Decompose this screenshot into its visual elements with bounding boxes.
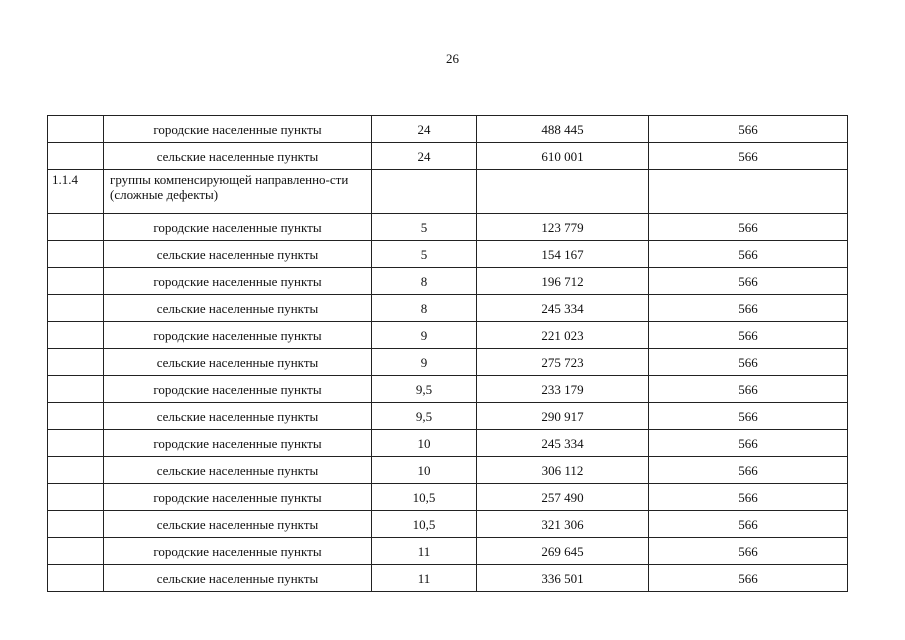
row-number-cell [48, 403, 104, 430]
settlement-type-cell: городские населенные пункты [104, 484, 372, 511]
value-cell: 566 [649, 268, 848, 295]
section-number-cell: 1.1.4 [48, 170, 104, 214]
amount-cell: 245 334 [477, 295, 649, 322]
value-cell: 566 [649, 241, 848, 268]
value-cell: 566 [649, 511, 848, 538]
row-number-cell [48, 511, 104, 538]
settlement-type-cell: сельские населенные пункты [104, 241, 372, 268]
table-row [48, 268, 848, 295]
settlement-type-cell: сельские населенные пункты [104, 403, 372, 430]
value-cell: 566 [649, 322, 848, 349]
table-row [48, 538, 848, 565]
table-row [48, 403, 848, 430]
tariff-table-body [48, 116, 848, 592]
table-row [48, 430, 848, 457]
amount-cell: 154 167 [477, 241, 649, 268]
settlement-type-cell: сельские населенные пункты [104, 565, 372, 592]
settlement-type-cell: городские населенные пункты [104, 214, 372, 241]
hours-cell: 9,5 [372, 376, 477, 403]
settlement-type-cell: городские населенные пункты [104, 268, 372, 295]
value-cell: 566 [649, 143, 848, 170]
value-cell: 566 [649, 376, 848, 403]
hours-cell: 10 [372, 457, 477, 484]
amount-cell: 321 306 [477, 511, 649, 538]
row-number-cell [48, 430, 104, 457]
table-row [48, 241, 848, 268]
table-row [48, 349, 848, 376]
settlement-type-cell: сельские населенные пункты [104, 143, 372, 170]
tariff-table [47, 115, 848, 592]
settlement-type-cell: сельские населенные пункты [104, 511, 372, 538]
amount-cell: 290 917 [477, 403, 649, 430]
settlement-type-cell: городские населенные пункты [104, 116, 372, 143]
row-number-cell [48, 376, 104, 403]
amount-cell: 488 445 [477, 116, 649, 143]
value-cell: 566 [649, 295, 848, 322]
table-row [48, 322, 848, 349]
table-row [48, 565, 848, 592]
page-number: 26 [446, 51, 459, 66]
row-number-cell [48, 538, 104, 565]
amount-cell: 257 490 [477, 484, 649, 511]
settlement-type-cell: городские населенные пункты [104, 538, 372, 565]
row-number-cell [48, 295, 104, 322]
hours-cell: 8 [372, 268, 477, 295]
table-row [48, 295, 848, 322]
amount-cell: 275 723 [477, 349, 649, 376]
value-cell: 566 [649, 430, 848, 457]
section-title-cell: группы компенсирующей направленно-сти (сложные дефекты) [104, 170, 372, 214]
hours-cell: 10,5 [372, 511, 477, 538]
hours-cell: 24 [372, 116, 477, 143]
value-cell: 566 [649, 214, 848, 241]
row-number-cell [48, 214, 104, 241]
settlement-type-cell: сельские населенные пункты [104, 349, 372, 376]
table-row [48, 116, 848, 143]
settlement-type-cell: городские населенные пункты [104, 322, 372, 349]
row-number-cell [48, 484, 104, 511]
row-number-cell [48, 457, 104, 484]
table-row [48, 511, 848, 538]
amount-cell: 245 334 [477, 430, 649, 457]
hours-cell: 24 [372, 143, 477, 170]
row-number-cell [48, 143, 104, 170]
table-row [48, 484, 848, 511]
value-cell: 566 [649, 116, 848, 143]
hours-cell [372, 170, 477, 214]
hours-cell: 5 [372, 214, 477, 241]
hours-cell: 9 [372, 322, 477, 349]
value-cell: 566 [649, 565, 848, 592]
value-cell: 566 [649, 538, 848, 565]
settlement-type-cell: городские населенные пункты [104, 376, 372, 403]
hours-cell: 5 [372, 241, 477, 268]
hours-cell: 8 [372, 295, 477, 322]
amount-cell [477, 170, 649, 214]
amount-cell: 269 645 [477, 538, 649, 565]
value-cell [649, 170, 848, 214]
row-number-cell [48, 349, 104, 376]
hours-cell: 11 [372, 538, 477, 565]
amount-cell: 233 179 [477, 376, 649, 403]
table-row [48, 457, 848, 484]
value-cell: 566 [649, 457, 848, 484]
table-row [48, 143, 848, 170]
amount-cell: 336 501 [477, 565, 649, 592]
amount-cell: 196 712 [477, 268, 649, 295]
hours-cell: 9 [372, 349, 477, 376]
settlement-type-cell: сельские населенные пункты [104, 457, 372, 484]
hours-cell: 10 [372, 430, 477, 457]
value-cell: 566 [649, 484, 848, 511]
hours-cell: 10,5 [372, 484, 477, 511]
value-cell: 566 [649, 403, 848, 430]
amount-cell: 306 112 [477, 457, 649, 484]
hours-cell: 9,5 [372, 403, 477, 430]
row-number-cell [48, 565, 104, 592]
settlement-type-cell: сельские населенные пункты [104, 295, 372, 322]
row-number-cell [48, 241, 104, 268]
settlement-type-cell: городские населенные пункты [104, 430, 372, 457]
amount-cell: 123 779 [477, 214, 649, 241]
row-number-cell [48, 268, 104, 295]
row-number-cell [48, 322, 104, 349]
value-cell: 566 [649, 349, 848, 376]
amount-cell: 610 001 [477, 143, 649, 170]
amount-cell: 221 023 [477, 322, 649, 349]
hours-cell: 11 [372, 565, 477, 592]
table-section-row [48, 170, 848, 214]
table-row [48, 214, 848, 241]
table-row [48, 376, 848, 403]
row-number-cell [48, 116, 104, 143]
